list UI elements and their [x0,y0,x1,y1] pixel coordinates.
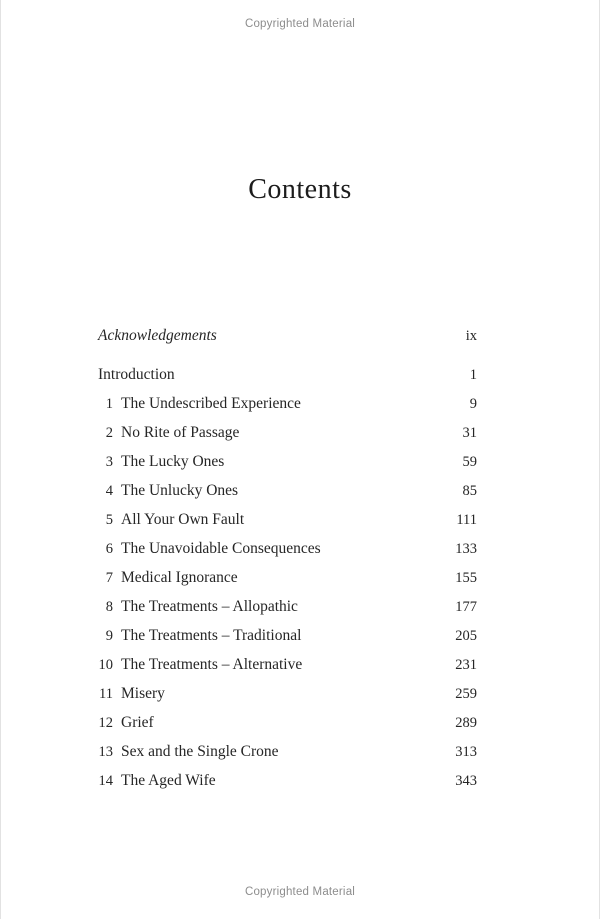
chapter-title: The Undescribed Experience [121,395,301,412]
toc-row-chapter-10 [98,650,477,679]
toc-row-chapter-2 [98,418,477,447]
chapter-title: Medical Ignorance [121,569,238,586]
toc-row-chapter-12 [98,708,477,737]
chapter-page: 59 [462,454,477,470]
chapter-page: 133 [455,541,477,557]
chapter-page: 85 [462,483,477,499]
chapter-page: 111 [456,512,477,528]
chapter-page: 205 [455,628,477,644]
toc-row-chapter-8 [98,592,477,621]
toc-row-chapter-9 [98,621,477,650]
chapter-number: 9 [105,628,113,644]
chapter-number: 3 [105,454,113,470]
chapter-number: 4 [105,483,113,499]
chapter-page: 313 [455,744,477,760]
chapter-number: 11 [99,686,113,702]
copyright-notice-top: Copyrighted Material [244,18,356,30]
table-of-contents [98,321,477,795]
toc-entry-page: ix [465,328,477,344]
chapter-number: 14 [98,773,113,789]
chapter-title: Misery [121,685,165,702]
chapter-number: 12 [98,715,113,731]
chapter-number: 2 [105,425,113,441]
toc-row-acknowledgements [98,321,477,350]
chapter-number: 7 [105,570,113,586]
toc-entry-page: 1 [469,367,477,383]
toc-row-chapter-1 [98,389,477,418]
chapter-page: 9 [469,396,477,412]
chapter-title: The Aged Wife [121,772,216,789]
chapter-title: The Unavoidable Consequences [121,540,321,557]
chapter-title: All Your Own Fault [121,511,245,528]
chapter-title: The Treatments – Traditional [121,627,302,644]
chapter-title: The Unlucky Ones [121,482,239,499]
chapter-page: 231 [455,657,477,673]
toc-row-chapter-4 [98,476,477,505]
toc-row-chapter-13 [98,737,477,766]
chapter-title: The Lucky Ones [121,453,225,470]
toc-entry-label: Introduction [98,366,175,383]
toc-row-introduction [98,360,477,389]
toc-row-chapter-11 [98,679,477,708]
chapter-title: Sex and the Single Crone [121,743,279,760]
chapter-page: 177 [455,599,477,615]
chapter-page: 343 [455,773,477,789]
copyright-notice-bottom: Copyrighted Material [244,886,356,898]
toc-entry-label: Acknowledgements [98,327,217,344]
chapter-number: 6 [105,541,113,557]
chapter-title: The Treatments – Allopathic [121,598,298,615]
contents-title: Contents [248,173,352,205]
chapter-title: Grief [121,714,154,731]
chapter-number: 1 [105,396,113,412]
toc-row-chapter-14 [98,766,477,795]
toc-row-chapter-3 [98,447,477,476]
chapter-page: 155 [455,570,477,586]
chapter-page: 31 [462,425,477,441]
chapter-number: 13 [98,744,113,760]
chapter-page: 259 [455,686,477,702]
chapter-title: No Rite of Passage [121,424,240,441]
toc-row-chapter-6 [98,534,477,563]
toc-row-chapter-5 [98,505,477,534]
toc-row-chapter-7 [98,563,477,592]
chapter-number: 5 [105,512,113,528]
chapter-number: 8 [105,599,113,615]
chapter-title: The Treatments – Alternative [121,656,303,673]
chapter-page: 289 [455,715,477,731]
chapter-number: 10 [98,657,113,673]
